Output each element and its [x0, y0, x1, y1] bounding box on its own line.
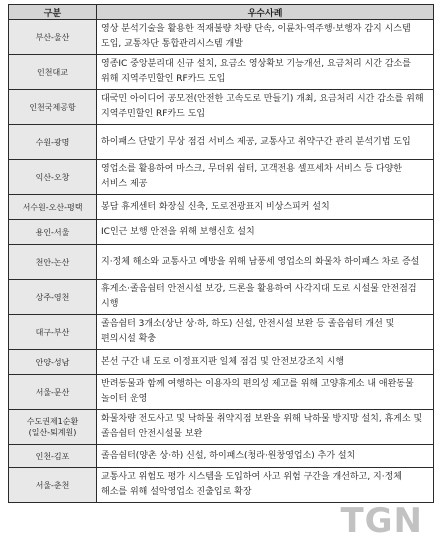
watermark-logo: TGN [340, 501, 423, 541]
table-row [9, 410, 434, 445]
region-cell: 인천대교 [9, 55, 97, 90]
desc-cell: 영업소를 활용하여 마스크, 무더위 쉼터, 고객전용 셀프세차 서비스 등 다양한 서비스 제공 [97, 160, 434, 195]
desc-cell: 졸음쉼터(양촌 상·하) 신설, 하이패스(청라·원창영업소) 추가 설치 [97, 445, 434, 468]
desc-cell: 지·정체 해소와 교통사고 예방을 위해 남풍세 영업소의 화물차 하이패스 차로 증설 [97, 245, 434, 280]
desc-cell: IC인근 보행 안전을 위해 보행신호 설치 [97, 220, 434, 245]
desc-cell: 교통사고 위험도 평가 시스템을 도입하여 사고 위험 구간을 개선하고, 지·정체 해소를 위해 설악영업소 진출입로 확장 [97, 468, 434, 503]
region-cell: 인천-김포 [9, 445, 97, 468]
table-row [9, 220, 434, 245]
table-row [9, 55, 434, 90]
region-cell: 서울-문산 [9, 375, 97, 410]
table-row [9, 90, 434, 125]
region-cell: 서울-춘천 [9, 468, 97, 503]
desc-cell: 졸음쉼터 3개소(상난 상·하, 하도) 신설, 안전시설 보완 등 졸음쉼터 개선 및 편의시설 확충 [97, 315, 434, 350]
region-cell: 서수원-오산-평택 [9, 195, 97, 220]
header-region: 구분 [9, 5, 97, 20]
best-practice-table [8, 4, 434, 503]
desc-cell: 하이패스 단말기 무상 점검 서비스 제공, 교통사고 취약구간 관리 분석기법 도입 [97, 125, 434, 160]
desc-cell: 봉담 휴게센터 화장실 신축, 도로전광표지 비상스피커 설치 [97, 195, 434, 220]
table-row [9, 195, 434, 220]
table-header-row [9, 5, 434, 20]
region-cell: 부산-울산 [9, 20, 97, 55]
region-cell: 익산-오창 [9, 160, 97, 195]
region-cell: 천안-논산 [9, 245, 97, 280]
desc-cell: 영상 분석기술을 활용한 적재불량 차량 단속, 이륜차·역주행·보행자 감지 시스템 도입, 교통차단 통합관리시스템 개발 [97, 20, 434, 55]
region-cell: 인천국제공항 [9, 90, 97, 125]
desc-cell: 영종IC 중앙분리대 신규 설치, 요금소 영상확보 기능개선, 요금처리 시간 감소를 위해 지역주민할인 RF카드 도입 [97, 55, 434, 90]
table-row [9, 445, 434, 468]
table-row [9, 375, 434, 410]
region-cell: 대구-부산 [9, 315, 97, 350]
desc-cell: 휴게소·졸음쉼터 안전시설 보강, 드론을 활용하여 사각지대 도로 시설물 안전점검 시행 [97, 280, 434, 315]
table-row [9, 20, 434, 55]
table-row [9, 160, 434, 195]
desc-cell: 대국민 아이디어 공모전(안전한 고속도로 만들기) 개최, 요금처리 시간 감소를 위해 지역주민할인 RF카드 도입 [97, 90, 434, 125]
header-best-practice: 우수사례 [97, 5, 434, 20]
table-row [9, 468, 434, 503]
desc-cell: 화물차량 전도사고 및 낙하물 취약지점 보완을 위해 낙하물 방지망 설치, 휴게소 및 졸음쉼터 안전시설물 보완 [97, 410, 434, 445]
region-cell: 상주-영천 [9, 280, 97, 315]
table-row [9, 280, 434, 315]
region-cell: 안양-성남 [9, 350, 97, 375]
region-cell: 용인-서울 [9, 220, 97, 245]
region-cell: 수도권제1순환 (일산-퇴계원) [9, 410, 97, 445]
table-row [9, 350, 434, 375]
region-cell: 수원-광명 [9, 125, 97, 160]
table-row [9, 125, 434, 160]
table-row [9, 315, 434, 350]
desc-cell: 반려동물과 함께 여행하는 이용자의 편의성 제고를 위해 고양휴게소 내 애완동물 놀이터 운영 [97, 375, 434, 410]
table-row [9, 245, 434, 280]
desc-cell: 본선 구간 내 도로 이정표지판 일체 점검 및 안전보강조치 시행 [97, 350, 434, 375]
